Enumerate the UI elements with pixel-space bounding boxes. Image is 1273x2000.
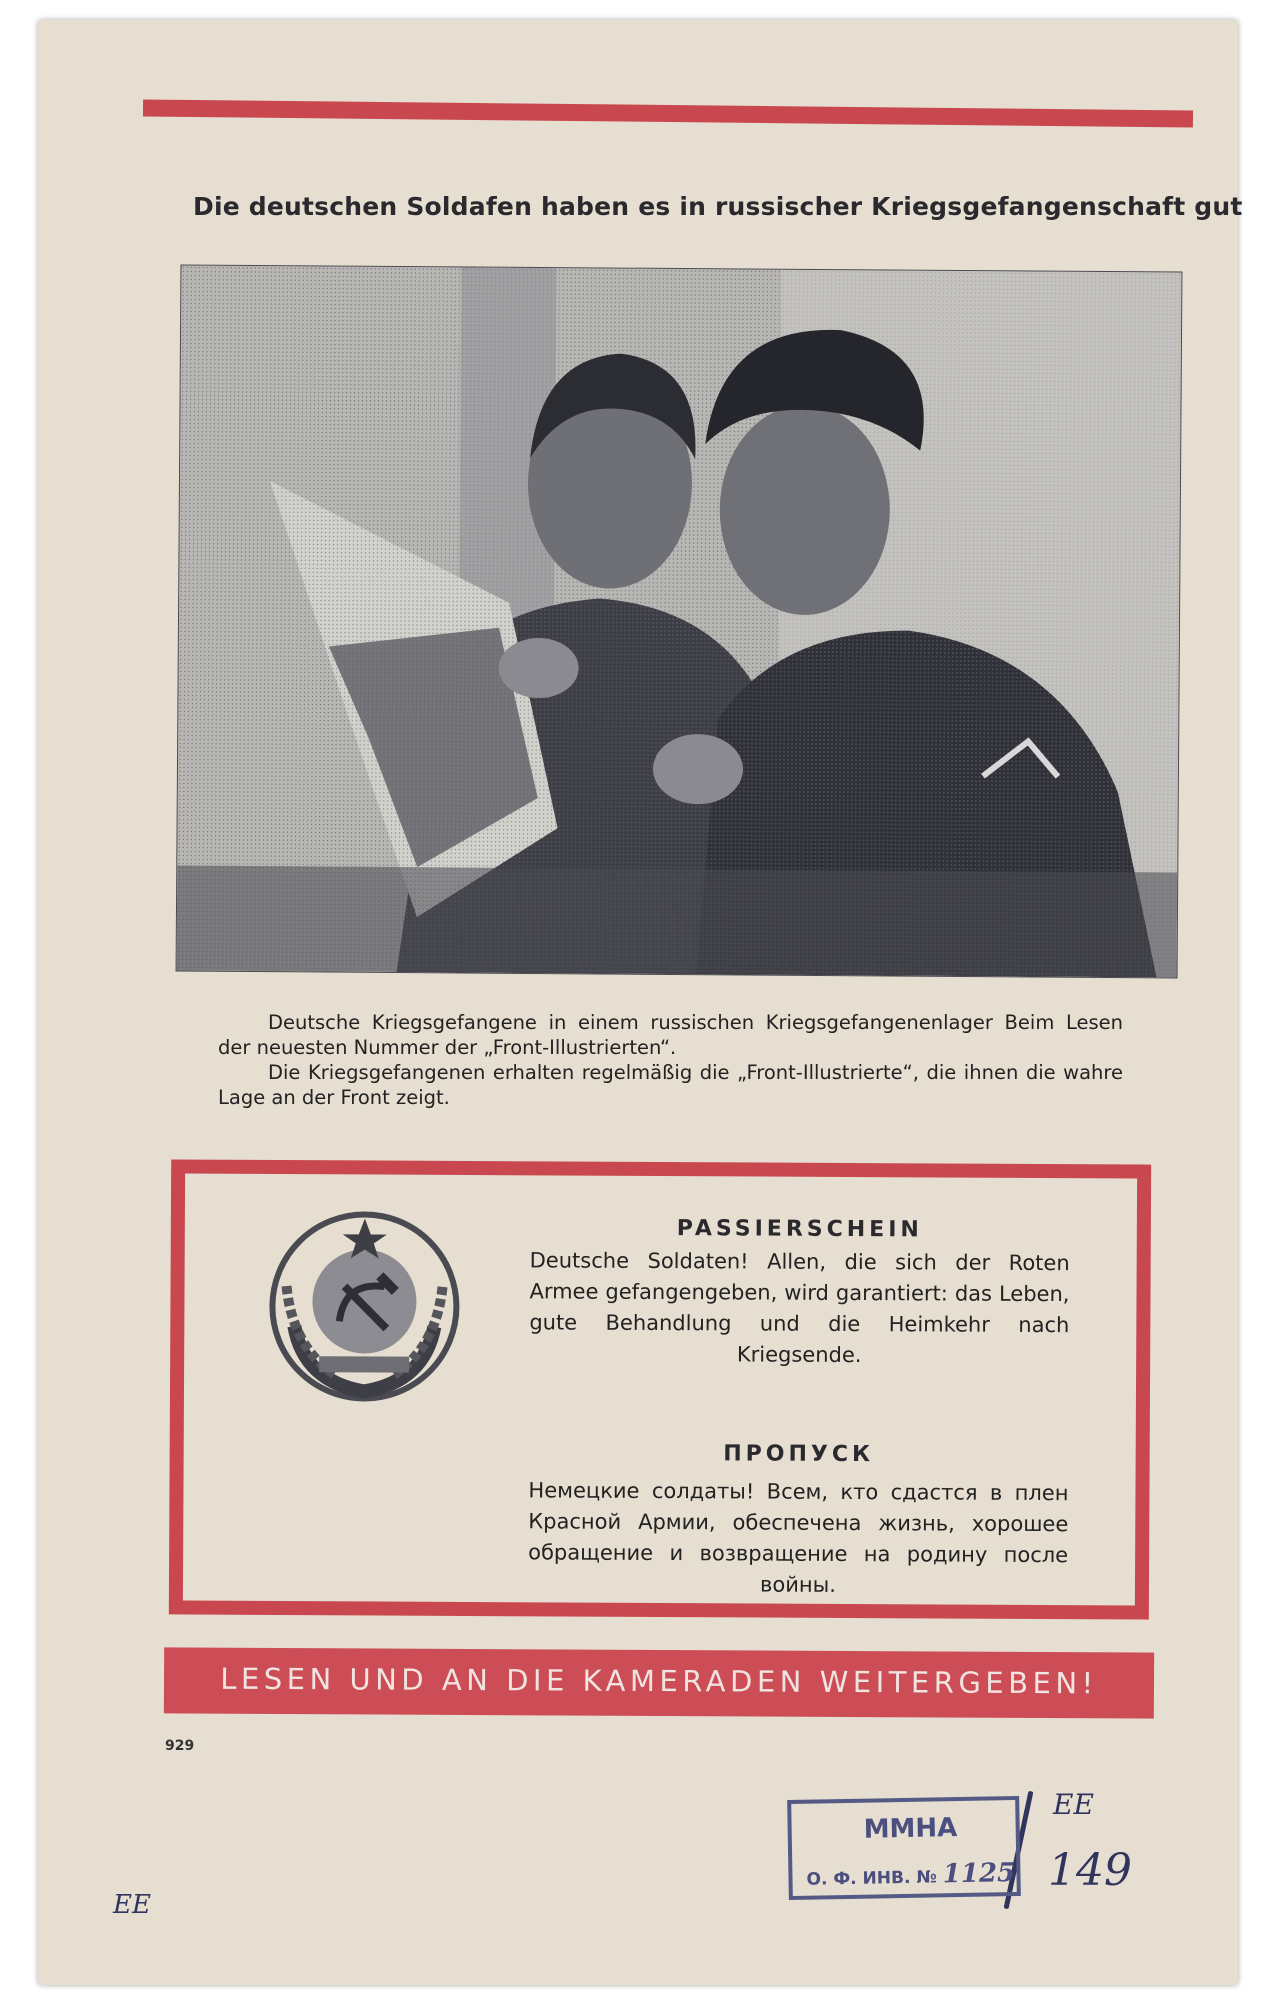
headline: Die deutschen Soldafen haben es in russischer Kriegsgefangenschaft gut [193,192,1243,221]
passierschein-text-de [529,1245,1070,1372]
handwritten-initials-top: ЕЕ [1053,1788,1094,1821]
photo-caption [218,1010,1123,1110]
stamp-inventory-number: 1125 [942,1858,1016,1890]
leaflet-sheet [38,20,1243,1985]
propusk-title: ПРОПУСК [723,1441,875,1468]
soviet-emblem-icon [264,1206,465,1407]
caption-paragraph-1: Deutsche Kriegsgefangene in einem russischen Kriegsgefangenenlager Beim Lesen der neuesten Nummer der „Front-Illustrierten“. [218,1011,1123,1059]
propusk-text-ru [528,1475,1069,1602]
passierschein-title: PASSIERSCHEIN [676,1216,923,1243]
photo-soldiers-reading [176,265,1183,979]
photo-illustration [177,266,1182,978]
stamp-inventory-label: О. Ф. ИНВ. № [806,1867,938,1890]
handwritten-initials-bottom: ЕЕ [113,1890,151,1920]
caption-paragraph-2: Die Kriegsgefangenen erhalten regelmäßig die „Front-Illustrierte“, die ihnen die wahre Lage an der Front zeigt. [218,1061,1123,1109]
stamp-museum-name: ММНА [863,1813,958,1845]
bottom-red-banner [164,1647,1154,1718]
top-red-rule [143,100,1193,128]
passierschein-german-text: Deutsche Soldaten! Allen, die sich der Roten Armee gefangengeben, wird garantiert: das Leben, gute Behandlung und die Heimkehr nach Kriegsende. [529,1248,1070,1368]
stamp-inventory-line [806,1858,1015,1892]
museum-stamp [787,1796,1021,1900]
safe-conduct-pass-box [169,1159,1151,1619]
handwritten-number: 149 [1048,1845,1132,1896]
banner-text: LESEN UND AN DIE KAMERADEN WEITERGEBEN! [220,1661,1098,1701]
print-code: 929 [165,1738,195,1754]
propusk-russian-text: Немецкие солдаты! Всем, кто сдастся в плен Красной Армии, обеспечена жизнь, хорошее обращение и возвращение на родину после войны. [528,1478,1069,1597]
